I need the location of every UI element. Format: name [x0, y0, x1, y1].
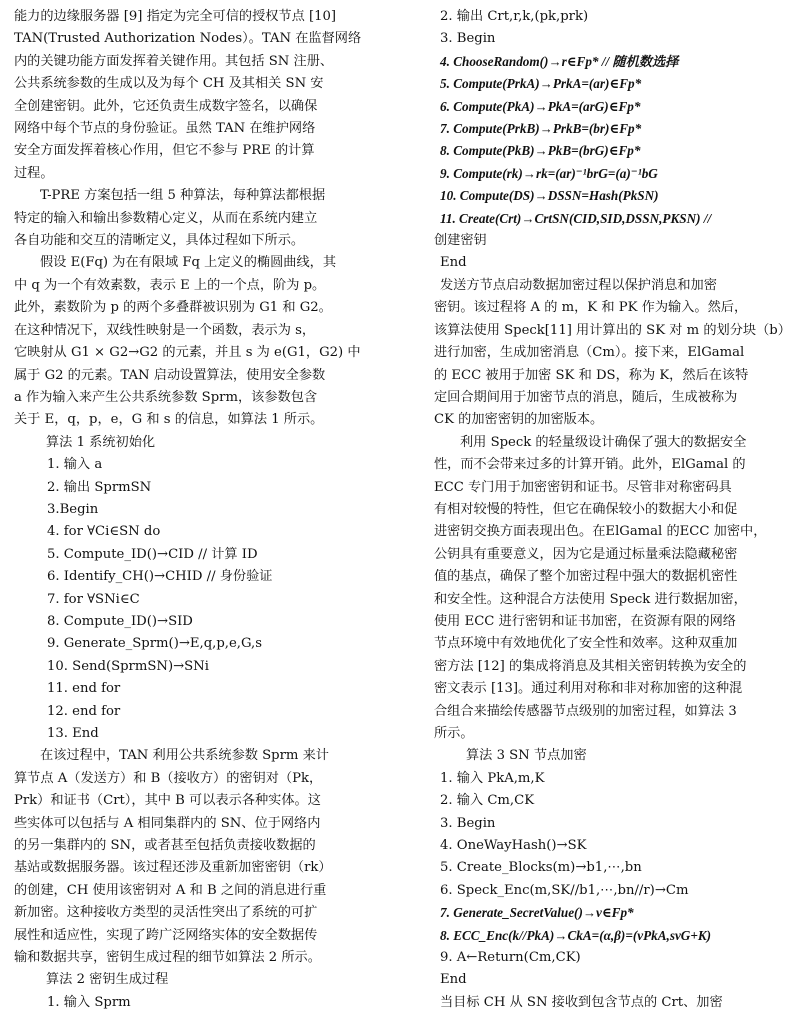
text-line: Prk）和证书（Crt），其中 B 可以表示各种实体。这: [14, 793, 321, 809]
algorithm-line: 5. Compute_ID()→CID // 计算 ID: [47, 546, 258, 562]
algorithm-3-end: End: [440, 972, 467, 988]
text-line: 的创建，CH 使用该密钥对 A 和 B 之间的消息进行重: [14, 882, 327, 898]
text-line: 安全方面发挥着核心作用，但它不参与 PRE 的计算: [14, 143, 315, 159]
text-line: 基站或数据服务器。该过程还涉及重新加密密钥（rk）: [14, 860, 332, 876]
text-line: 该算法使用 Speck[11] 用计算出的 SK 对 m 的划分块（b）: [434, 322, 791, 338]
text-line: 发送方节点启动数据加密过程以保护消息和加密: [440, 277, 717, 293]
text-line: 公钥具有重要意义，因为它是通过标量乘法隐藏秘密: [434, 546, 738, 562]
text-line: 过程。: [14, 165, 54, 181]
text-line: 利用 Speck 的轻量级设计确保了强大的数据安全: [460, 434, 747, 450]
algorithm-line: 2. 输入 Cm,CK: [440, 793, 535, 809]
text-line: 当目标 CH 从 SN 接收到包含节点的 Crt、加密: [440, 994, 723, 1010]
text-line: 和安全性。这种混合方法使用 Speck 进行数据加密，: [434, 591, 747, 607]
algorithm-3-steps: [434, 768, 788, 970]
right-column: [434, 6, 791, 1014]
text-line: 新加密。这种接收方类型的灵活性突出了系统的可扩: [14, 905, 318, 921]
paragraph-key-pair-computation: [14, 745, 384, 969]
algorithm-line: 5. Compute(PrkA)→PrkA=(ar)∈Fp*: [440, 76, 642, 92]
algorithm-line: 11. end for: [47, 681, 121, 697]
text-line: 节点环境中有效地优化了安全性和效率。这种双重加: [434, 636, 738, 652]
algorithm-line: 4. for ∀Ci∈SN do: [47, 524, 161, 540]
text-line: 关于 E，q，p，e，G 和 s 的信息，如算法 1 所示。: [14, 412, 324, 428]
algorithm-line: 8. Compute(PkB)→PkB=(brG)∈Fp*: [440, 143, 641, 159]
algorithm-line: 创建密钥: [434, 233, 487, 249]
text-line: 全创建密钥。此外，它还负责生成数字签名，以确保: [14, 98, 318, 114]
algorithm-2-wrap: [434, 230, 788, 252]
text-line: 密方法 [12] 的集成将消息及其相关密钥转换为安全的: [434, 658, 747, 674]
text-line: 性，而不会带来过多的计算开销。此外，ElGamal 的: [434, 457, 746, 473]
text-line: 展性和适应性，实现了跨广泛网络实体的安全数据传: [14, 927, 318, 943]
text-line: 网络中每个节点的身份验证。虽然 TAN 在维护网络: [14, 121, 316, 137]
algorithm-1-steps: [14, 454, 384, 745]
text-line: 特定的输入和输出参数精心定义，从而在系统内建立: [14, 210, 318, 226]
text-line: 合组合来描绘传感器节点级别的加密过程，如算法 3: [434, 703, 737, 719]
algorithm-line: 3. Begin: [440, 31, 496, 47]
algorithm-line: 9. A←Return(Cm,CK): [440, 950, 581, 966]
algorithm-line: 5. Create_Blocks(m)→b1,⋯,bn: [440, 860, 642, 876]
algorithm-line: 11. Create(Crt)→CrtSN(CID,SID,DSSN,PKSN) //: [440, 210, 712, 226]
paragraph-elliptic-curve: [14, 252, 384, 431]
text-line: 各自功能和交互的清晰定义，具体过程如下所示。: [14, 233, 305, 249]
algorithm-line: 6. Identify_CH()→CHID // 身份验证: [47, 569, 273, 585]
algorithm-2-first-step: [14, 992, 384, 1014]
text-line: 算节点 A（发送方）和 B（接收方）的密钥对（Pk，: [14, 770, 323, 786]
paragraph-tan-intro: [14, 6, 384, 185]
text-line: 属于 G2 的元素。TAN 启动设置算法，使用安全参数: [14, 367, 326, 383]
paragraph-tpre-overview: [14, 185, 384, 252]
text-line: 它映射从 G1 × G2→G2 的元素，并且 s 为 e(G1，G2) 中: [14, 345, 361, 361]
algorithm-line: 8. Compute_ID()→SID: [47, 613, 193, 629]
algorithm-line: 7. Compute(PrkB)→PrkB=(br)∈Fp*: [440, 121, 642, 137]
algorithm-line: 2. 输出 SprmSN: [47, 479, 152, 495]
paragraph-speck-ecc: [434, 432, 788, 746]
algorithm-line: 3. Begin: [440, 815, 496, 831]
text-line: a 作为输入来产生公共系统参数 Sprm，该参数包含: [14, 389, 318, 405]
algorithm-line: 1. 输入 Sprm: [47, 994, 131, 1010]
algorithm-line: 6. Speck_Enc(m,SK//b1,⋯,bn//r)→Cm: [440, 882, 689, 898]
algorithm-line: 1. 输入 a: [47, 457, 103, 473]
text-line: 密钥。该过程将 A 的 m，K 和 PK 作为输入。然后，: [434, 300, 748, 316]
text-line: 进行加密，生成加密消息（Cm）。接下来，ElGamal: [434, 345, 745, 361]
text-line: 在这种情况下，双线性映射是一个函数，表示为 s，: [14, 322, 316, 338]
text-line: T-PRE 方案包括一组 5 种算法，每种算法都根据: [40, 188, 326, 204]
text-line: 假设 E(Fq) 为在有限域 Fq 上定义的椭圆曲线，其: [40, 255, 337, 271]
algorithm-line: 2. 输出 Crt,r,k,(pk,prk): [440, 9, 589, 24]
text-line: 的另一集群内的 SN，或者甚至包括负责接收数据的: [14, 838, 316, 854]
text-line: ECC 专门用于加密密钥和证书。尽管非对称密码具: [434, 479, 732, 495]
algorithm-line: 1. 输入 PkA,m,K: [440, 770, 545, 786]
text-line: 值的基点，确保了整个加密过程中强大的数据机密性: [434, 569, 738, 585]
paragraph-target-ch: [434, 992, 788, 1014]
algorithm-line: 10. Send(SprmSN)→SNi: [47, 658, 209, 674]
left-column: [14, 6, 384, 1014]
algorithm-line: 9. Compute(rk)→rk=(ar)⁻¹brG=(a)⁻¹bG: [440, 165, 658, 181]
text-line: 输和数据共享，密钥生成过程的细节如算法 2 所示。: [14, 950, 321, 966]
text-line: 有相对较慢的特性，但它在确保较小的数据大小和促: [434, 501, 738, 517]
text-line: 些实体可以包括与 A 相同集群内的 SN、位于网络内: [14, 815, 321, 831]
algorithm-line: 10. Compute(DS)→DSSN=Hash(PkSN): [440, 188, 659, 204]
text-line: CK 的加密密钥的加密版本。: [434, 412, 604, 428]
algorithm-2-steps-continued: [434, 6, 788, 230]
text-line: 能力的边缘服务器 [9] 指定为完全可信的授权节点 [10]: [14, 9, 337, 24]
algorithm-1-title: 算法 1 系统初始化: [46, 434, 156, 450]
text-line: 内的关键功能方面发挥着关键作用。其包括 SN 注册、: [14, 53, 334, 69]
algorithm-line: 12. end for: [47, 703, 121, 719]
algorithm-line: 13. End: [47, 726, 99, 741]
algorithm-3-title: 算法 3 SN 节点加密: [466, 748, 587, 764]
text-line: 此外，素数阶为 p 的两个多叠群被识别为 G1 和 G2。: [14, 300, 332, 316]
text-line: 在该过程中，TAN 利用公共系统参数 Sprm 来计: [40, 748, 329, 764]
text-line: 进密钥交换方面表现出色。在ElGamal 的ECC 加密中，: [434, 524, 767, 540]
text-line: 使用 ECC 进行密钥和证书加密，在资源有限的网络: [434, 613, 736, 629]
algorithm-2-end: End: [440, 255, 467, 271]
text-line: 公共系统参数的生成以及为每个 CH 及其相关 SN 安: [14, 76, 324, 92]
text-line: 所示。: [434, 726, 474, 741]
algorithm-line: 3.Begin: [47, 501, 99, 517]
algorithm-line: 7. Generate_SecretValue()→v∈Fp*: [440, 905, 634, 921]
algorithm-line: 4. ChooseRandom()→r∈Fp* // 随机数选择: [440, 53, 679, 69]
text-line: 中 q 为一个有效素数，表示 E 上的一个点，阶为 p。: [14, 277, 326, 293]
paragraph-sender-encryption: [434, 275, 791, 432]
text-line: 的 ECC 被用于加密 SK 和 DS，称为 K，然后在该特: [434, 367, 749, 383]
algorithm-line: 9. Generate_Sprm()→E,q,p,e,G,s: [47, 636, 263, 652]
algorithm-line: 7. for ∀SNi∈C: [47, 591, 140, 607]
text-line: 密文表示 [13]。通过利用对称和非对称加密的这种混: [434, 681, 743, 697]
algorithm-line: 6. Compute(PkA)→PkA=(arG)∈Fp*: [440, 98, 641, 114]
algorithm-line: 4. OneWayHash()→SK: [440, 838, 587, 854]
algorithm-2-title: 算法 2 密钥生成过程: [46, 972, 169, 988]
text-line: TAN(Trusted Authorization Nodes）。TAN 在监督网络: [14, 31, 362, 47]
algorithm-line: 8. ECC_Enc(k//PkA)→CkA=(α,β)=(vPkA,svG+K): [440, 927, 712, 943]
text-line: 定回合期间用于加密节点的消息，随后，生成被称为: [434, 389, 738, 405]
